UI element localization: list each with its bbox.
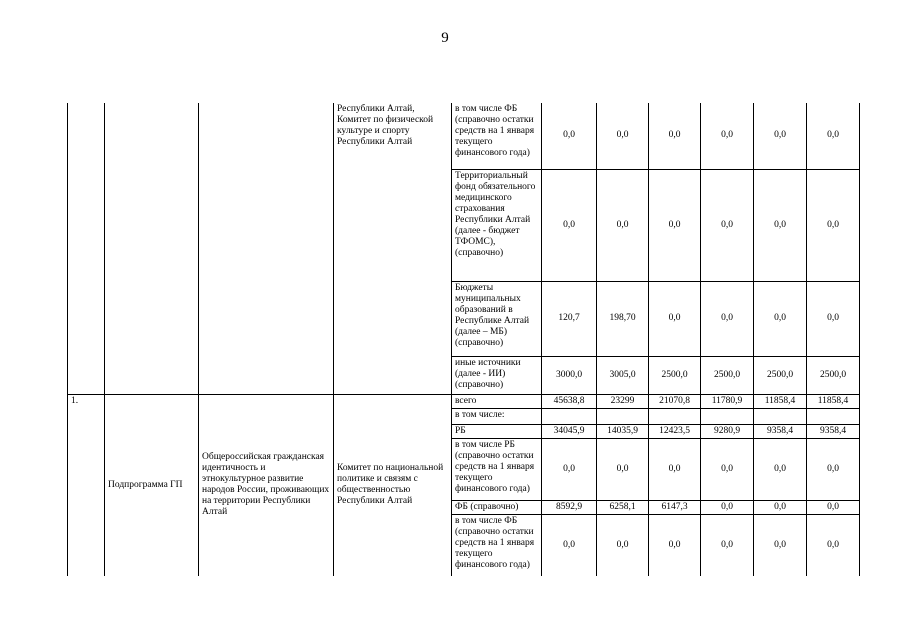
source-cell: в том числе: xyxy=(452,408,542,424)
value-cell: 0,0 xyxy=(701,281,754,356)
executor-cell: Комитет по национальной политике и связям с общественностью Республики Алтай xyxy=(334,394,452,576)
value-cell: 0,0 xyxy=(807,438,860,500)
value-cell: 120,7 xyxy=(542,281,597,356)
page-number: 9 xyxy=(441,30,449,46)
source-cell: всего xyxy=(452,394,542,408)
value-cell xyxy=(754,408,807,424)
value-cell xyxy=(542,408,597,424)
value-cell: 0,0 xyxy=(754,500,807,514)
value-cell: 11780,9 xyxy=(701,394,754,408)
value-cell: 11858,4 xyxy=(807,394,860,408)
value-cell: 34045,9 xyxy=(542,424,597,438)
value-cell: 0,0 xyxy=(701,514,754,576)
value-cell: 0,0 xyxy=(649,514,701,576)
value-cell: 0,0 xyxy=(701,103,754,169)
value-cell: 0,0 xyxy=(542,514,597,576)
value-cell: 0,0 xyxy=(807,514,860,576)
value-cell: 0,0 xyxy=(597,169,649,281)
value-cell xyxy=(807,408,860,424)
value-cell xyxy=(701,408,754,424)
type-cell: Подпрограмма ГП xyxy=(105,394,199,576)
value-cell: 0,0 xyxy=(649,103,701,169)
value-cell: 0,0 xyxy=(649,169,701,281)
source-cell: в том числе РБ (справочно остатки средств на 1 января текущего финансового года) xyxy=(452,438,542,500)
number-cell xyxy=(68,103,105,394)
value-cell: 0,0 xyxy=(649,281,701,356)
source-cell: иные источники (далее - ИИ) (справочно) xyxy=(452,356,542,394)
value-cell: 198,70 xyxy=(597,281,649,356)
value-cell: 23299 xyxy=(597,394,649,408)
value-cell: 0,0 xyxy=(807,500,860,514)
value-cell: 0,0 xyxy=(597,514,649,576)
value-cell: 0,0 xyxy=(754,438,807,500)
value-cell: 2500,0 xyxy=(701,356,754,394)
value-cell: 9358,4 xyxy=(807,424,860,438)
value-cell: 0,0 xyxy=(754,281,807,356)
value-cell: 0,0 xyxy=(542,438,597,500)
value-cell: 21070,8 xyxy=(649,394,701,408)
budget-table xyxy=(67,103,860,576)
type-cell xyxy=(105,103,199,394)
value-cell: 14035,9 xyxy=(597,424,649,438)
value-cell: 8592,9 xyxy=(542,500,597,514)
value-cell: 2500,0 xyxy=(807,356,860,394)
table-row xyxy=(68,394,860,408)
value-cell: 0,0 xyxy=(701,438,754,500)
name-cell xyxy=(199,103,334,394)
value-cell: 0,0 xyxy=(807,169,860,281)
value-cell: 6258,1 xyxy=(597,500,649,514)
value-cell: 6147,3 xyxy=(649,500,701,514)
value-cell xyxy=(597,408,649,424)
value-cell: 12423,5 xyxy=(649,424,701,438)
value-cell: 9280,9 xyxy=(701,424,754,438)
value-cell: 0,0 xyxy=(542,103,597,169)
source-cell: ФБ (справочно) xyxy=(452,500,542,514)
number-cell: 1. xyxy=(68,394,105,576)
table-row xyxy=(68,103,860,169)
value-cell xyxy=(649,408,701,424)
value-cell: 0,0 xyxy=(542,169,597,281)
value-cell: 0,0 xyxy=(807,281,860,356)
source-cell: РБ xyxy=(452,424,542,438)
value-cell: 2500,0 xyxy=(754,356,807,394)
value-cell: 0,0 xyxy=(754,514,807,576)
source-cell: Территориальный фонд обязательного медицинского страхования Республики Алтай (далее - бюджет ТФОМС), (справочно) xyxy=(452,169,542,281)
value-cell: 0,0 xyxy=(597,103,649,169)
source-cell: в том числе ФБ (справочно остатки средств на 1 января текущего финансового года) xyxy=(452,514,542,576)
executor-cell: Республики Алтай, Комитет по физической культуре и спорту Республики Алтай xyxy=(334,103,452,394)
value-cell: 9358,4 xyxy=(754,424,807,438)
value-cell: 3005,0 xyxy=(597,356,649,394)
value-cell: 0,0 xyxy=(701,169,754,281)
name-cell: Общероссийская гражданская идентичность и этнокультурное развитие народов России, проживающих на территории Республики Алтай xyxy=(199,394,334,576)
value-cell: 45638,8 xyxy=(542,394,597,408)
source-cell: Бюджеты муниципальных образований в Республике Алтай (далее – МБ) (справочно) xyxy=(452,281,542,356)
value-cell: 2500,0 xyxy=(649,356,701,394)
source-cell: в том числе ФБ (справочно остатки средств на 1 января текущего финансового года) xyxy=(452,103,542,169)
value-cell: 0,0 xyxy=(649,438,701,500)
value-cell: 0,0 xyxy=(754,103,807,169)
value-cell: 11858,4 xyxy=(754,394,807,408)
value-cell: 0,0 xyxy=(701,500,754,514)
value-cell: 0,0 xyxy=(807,103,860,169)
value-cell: 0,0 xyxy=(597,438,649,500)
value-cell: 3000,0 xyxy=(542,356,597,394)
value-cell: 0,0 xyxy=(754,169,807,281)
